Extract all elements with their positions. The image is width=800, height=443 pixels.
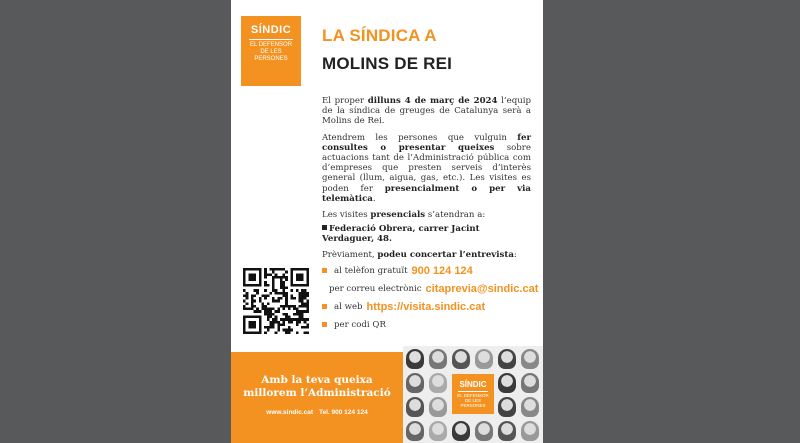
- phone-number[interactable]: 900 124 124: [411, 264, 473, 277]
- contact-web: al web https://visita.sindic.cat: [322, 298, 531, 316]
- logo-brand: SÍNDIC: [250, 24, 292, 36]
- contact-email: per correu electrònic citaprevia@sindic.cat: [329, 282, 539, 295]
- banner-footer: [231, 409, 403, 416]
- face-photo: [475, 421, 493, 441]
- face-photo: [406, 397, 424, 417]
- slogan-line-1: Amb la teva queixa: [261, 374, 373, 386]
- face-photo: [452, 349, 470, 369]
- face-photo: [498, 373, 516, 393]
- contact-qr: per codi QR: [322, 316, 531, 334]
- visit-date: dilluns 4 de març de 2024: [367, 96, 498, 106]
- face-photo: [429, 349, 447, 369]
- sindic-logo: [241, 16, 301, 86]
- logo-sub-1: EL DEFENSOR: [249, 42, 293, 48]
- face-photo: [521, 421, 539, 441]
- logo-rule: [249, 39, 293, 40]
- intro-paragraph: El proper dilluns 4 de març de 2024 l’equip de la síndica de greuges de Catalunya serà a Molins de Rei.: [322, 96, 531, 127]
- visit-address: Federació Obrera, carrer Jacint Verdaguer, 48.: [322, 224, 480, 245]
- contact-list: [322, 262, 539, 334]
- face-photo: [406, 349, 424, 369]
- face-photo: [498, 397, 516, 417]
- presencial-paragraph: Les visites presencials s’atendran a:: [322, 210, 486, 221]
- orange-bullet-icon: [322, 322, 327, 327]
- square-bullet-icon: [322, 225, 327, 230]
- face-photo: [521, 373, 539, 393]
- face-photo: [475, 349, 493, 369]
- face-photo: [452, 421, 470, 441]
- face-photo: [406, 373, 424, 393]
- face-photo: [429, 373, 447, 393]
- services-paragraph: Atendrem les persones que vulguin fer consultes o presentar queixes sobre actuacions tant de l’Administració pública com d’empreses que presten serveis d’interès general (llum, aigua, gas, etc.). Les visites es poden fer presencialment o per via telemàtica.: [322, 132, 531, 204]
- contact-phone: al telèfon gratuït 900 124 124: [322, 262, 531, 280]
- face-photo: [521, 397, 539, 417]
- poster-body: [322, 96, 539, 334]
- face-photo: [521, 349, 539, 369]
- orange-bullet-icon: [322, 304, 327, 309]
- face-photo: [429, 397, 447, 417]
- face-photo: [429, 421, 447, 441]
- logo-sub-2: DE LES: [260, 49, 282, 55]
- face-photo: [498, 349, 516, 369]
- title-line-1: LA SÍNDICA A: [322, 26, 437, 45]
- email-link[interactable]: citaprevia@sindic.cat: [425, 282, 539, 295]
- orange-bullet-icon: [322, 268, 327, 273]
- footer-web[interactable]: www.sindic.cat: [266, 409, 314, 416]
- footer-tel: Tel. 900 124 124: [319, 409, 368, 416]
- slogan-banner: [231, 352, 403, 443]
- qr-code-icon[interactable]: [243, 268, 309, 334]
- face-photo: [498, 421, 516, 441]
- faces-photo-grid: [403, 346, 543, 443]
- sindic-logo-small: SÍNDIC EL DEFENSOR DE LES PERSONES: [452, 374, 494, 414]
- title-line-2: MOLINS DE REI: [322, 54, 453, 73]
- web-link[interactable]: https://visita.sindic.cat: [366, 300, 486, 313]
- poster: [231, 0, 543, 443]
- face-photo: [406, 421, 424, 441]
- logo-sub-3: PERSONES: [254, 56, 288, 62]
- appointment-paragraph: Prèviament, podeu concertar l’entrevista:: [322, 249, 517, 260]
- slogan-line-2: millorem l’Administració: [243, 387, 391, 399]
